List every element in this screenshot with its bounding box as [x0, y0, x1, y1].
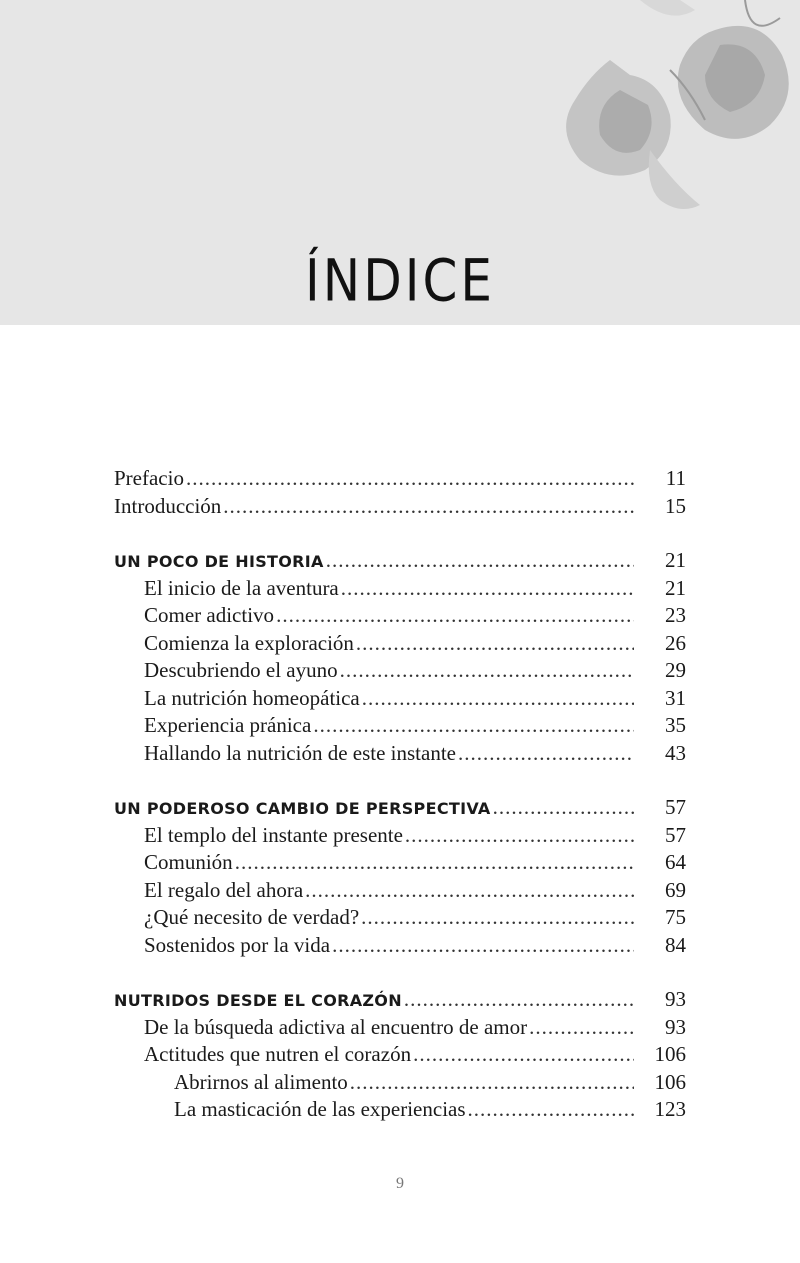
dot-leader [468, 1096, 634, 1124]
toc-entry-page: 31 [665, 685, 686, 710]
flower-illustration [520, 0, 800, 240]
page-title: ÍNDICE [305, 247, 495, 315]
toc-entry-page: 57 [665, 822, 686, 847]
toc-entry [114, 712, 686, 740]
toc-entry-page: 106 [654, 1042, 686, 1066]
toc-entry-label: Hallando la nutrición de este instante [144, 740, 456, 765]
dot-leader [326, 547, 634, 575]
dot-leader [404, 986, 634, 1014]
toc-entry-label: El templo del instante presente [144, 822, 403, 847]
section-page: 57 [665, 795, 686, 819]
toc-entry [114, 740, 686, 768]
toc-entry [114, 685, 686, 713]
toc-entry-page: 15 [665, 493, 686, 518]
toc-entry [114, 1041, 686, 1069]
dot-leader [413, 1041, 634, 1069]
section-page: 21 [665, 548, 686, 572]
section-title: NUTRIDOS DESDE EL CORAZÓN [114, 991, 402, 1010]
toc-entry-page: 75 [665, 905, 686, 929]
toc-entry-page: 35 [665, 713, 686, 737]
toc-entry [114, 602, 686, 630]
toc-entry-label: Comer adictivo [144, 603, 275, 627]
toc-subentry-label: La masticación de las experiencias [174, 1097, 466, 1121]
toc-entry-page: 84 [665, 932, 686, 957]
toc-section-heading [114, 547, 686, 575]
toc-entry-label: El regalo del ahora [144, 877, 304, 902]
toc-entry-page: 26 [665, 630, 686, 655]
section-title: UN PODEROSO CAMBIO DE PERSPECTIVA [114, 799, 491, 818]
toc-entry [114, 630, 686, 658]
toc-entry [114, 575, 686, 603]
dot-leader [276, 602, 634, 630]
toc-entry-page: 11 [665, 466, 686, 490]
toc-entry-prefacio [114, 465, 686, 493]
section-title: UN POCO DE HISTORIA [114, 552, 324, 571]
table-of-contents [114, 465, 686, 1124]
toc-entry-label: Prefacio [114, 466, 184, 490]
dot-leader [493, 794, 634, 822]
toc-entry [114, 877, 686, 905]
toc-section-heading [114, 986, 686, 1014]
dot-leader [340, 657, 634, 685]
dot-leader [313, 712, 634, 740]
toc-entry-label: ¿Qué necesito de verdad? [144, 905, 360, 929]
toc-entry [114, 657, 686, 685]
toc-subentry-page: 123 [654, 1097, 686, 1121]
toc-entry-page: 29 [665, 658, 686, 682]
dot-leader [305, 877, 634, 905]
toc-entry-page: 21 [665, 575, 686, 600]
toc-entry-page: 23 [665, 603, 686, 627]
toc-entry-label: De la búsqueda adictiva al encuentro de amor [144, 1014, 528, 1039]
toc-entry-label: Sostenidos por la vida [144, 932, 331, 957]
dot-leader [332, 932, 634, 960]
toc-entry [114, 849, 686, 877]
section-page: 93 [665, 987, 686, 1011]
toc-subentry [114, 1096, 686, 1124]
toc-entry [114, 1014, 686, 1042]
toc-subentry-page: 106 [654, 1069, 686, 1094]
dot-leader [405, 822, 634, 850]
header-band [0, 0, 800, 325]
toc-entry-page: 93 [665, 1014, 686, 1039]
toc-entry [114, 904, 686, 932]
toc-entry-label: La nutrición homeopática [144, 685, 360, 710]
toc-section-heading [114, 794, 686, 822]
dot-leader [362, 685, 634, 713]
dot-leader [223, 493, 634, 521]
toc-entry-page: 43 [665, 740, 686, 765]
dot-leader [356, 630, 634, 658]
toc-entry [114, 822, 686, 850]
toc-subentry [114, 1069, 686, 1097]
toc-entry-label: Actitudes que nutren el corazón [144, 1042, 412, 1066]
dot-leader [341, 575, 634, 603]
dot-leader [361, 904, 634, 932]
page-number: 9 [396, 1175, 404, 1192]
toc-entry-label: Descubriendo el ayuno [144, 658, 338, 682]
dot-leader [350, 1069, 634, 1097]
dot-leader [235, 849, 634, 877]
toc-entry [114, 932, 686, 960]
toc-entry-introduccion [114, 493, 686, 521]
toc-entry-page: 64 [665, 850, 686, 874]
toc-subentry-label: Abrirnos al alimento [174, 1069, 348, 1094]
dot-leader [186, 465, 634, 493]
toc-entry-label: El inicio de la aventura [144, 575, 339, 600]
toc-entry-page: 69 [665, 877, 686, 902]
toc-entry-label: Comunión [144, 850, 233, 874]
toc-entry-label: Comienza la exploración [144, 630, 354, 655]
toc-entry-label: Introducción [114, 493, 222, 518]
dot-leader [529, 1014, 634, 1042]
dot-leader [458, 740, 634, 768]
toc-entry-label: Experiencia pránica [144, 713, 312, 737]
